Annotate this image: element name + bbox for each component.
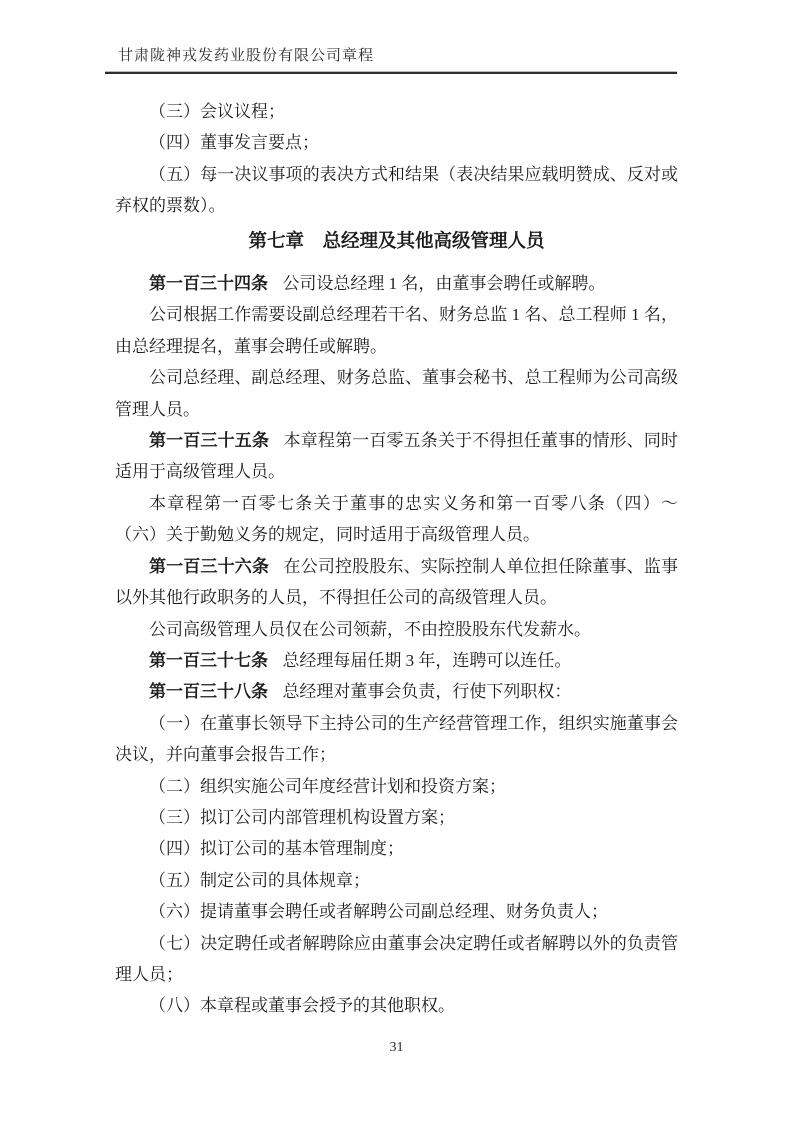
paragraph-text: （三）会议议程； [149,102,285,121]
page-header [105,46,677,74]
paragraph [115,362,678,425]
paragraph [115,928,678,991]
article-paragraph [115,425,678,488]
article-paragraph [115,551,678,614]
paragraph-text: 本章程第一百零五条关于不得担任董事的情形、同时适用于高级管理人员。 [115,431,679,482]
paragraph [115,614,678,645]
paragraph [115,488,678,551]
paragraph-text: 在公司控股股东、实际控制人单位担任除董事、监事以外其他行政职务的人员，不得担任公司的高级管理人员。 [115,556,679,608]
paragraph-text: 公司设总经理 1 名，由董事会聘任或解聘。 [282,274,606,294]
article-paragraph [115,676,678,707]
paragraph-text: 本章程第一百零七条关于董事的忠实义务和第一百零八条（四）～（六）关于勤勉义务的规定，同时适用于高级管理人员。 [115,493,678,545]
paragraph [115,990,678,1021]
header-title: 甘肃陇神戎发药业股份有限公司章程 [118,48,375,64]
paragraph-text: 总经理每届任期 3 年，连聘可以连任。 [282,650,572,670]
paragraph-text: （七）决定聘任或者解聘除应由董事会决定聘任或者解聘以外的负责管理人员； [115,933,678,984]
paragraph-text: 公司总经理、副总经理、财务总监、董事会秘书、总工程师为公司高级管理人员。 [115,368,678,419]
paragraph [115,159,678,222]
paragraph-text: 总经理对董事会负责，行使下列职权： [282,682,572,702]
paragraph-text: （八）本章程或董事会授予的其他职权。 [149,996,455,1016]
page-footer [0,1038,793,1058]
paragraph-text: 公司根据工作需要设副总经理若干名、财务总监 1 名、总工程师 1 名，由总经理提名，董事会聘任或解聘。 [115,305,678,356]
article-paragraph [115,645,678,676]
paragraph [115,896,678,927]
article-number: 第一百三十八条 [149,682,268,702]
paragraph-text: （六）提请董事会聘任或者解聘公司副总经理、财务负责人； [149,902,608,922]
paragraph [115,708,678,771]
paragraph-text: （五）每一决议事项的表决方式和结果（表决结果应载明赞成、反对或弃权的票数）。 [115,164,678,216]
paragraph-text: 公司高级管理人员仅在公司领薪，不由控股股东代发薪水。 [149,619,591,639]
article-number: 第一百三十六条 [149,556,270,576]
paragraph-text: （四）董事发言要点； [149,133,319,153]
article-number: 第一百三十五条 [149,431,270,451]
paragraph-text: （一）在董事长领导下主持公司的生产经营管理工作，组织实施董事会决议，并向董事会报告工作； [115,713,678,765]
header-rule [105,71,677,74]
paragraph [115,771,678,802]
paragraph [115,802,678,833]
chapter-number: 第七章 [248,231,304,252]
page-number: 31 [389,1040,404,1055]
chapter-heading [115,227,678,258]
paragraph-text: （二）组织实施公司年度经营计划和投资方案； [149,776,506,796]
chapter-title: 总经理及其他高级管理人员 [322,231,545,252]
article-number: 第一百三十七条 [149,650,268,670]
paragraph [115,833,678,864]
paragraph [115,865,678,896]
paragraph-text: （四）拟订公司的基本管理制度； [149,839,404,859]
paragraph [115,299,678,362]
paragraph-text: （五）制定公司的具体规章； [149,870,370,890]
paragraph [115,127,678,158]
article-number: 第一百三十四条 [149,274,268,294]
paragraph [115,96,678,127]
document-body [115,96,678,1022]
article-paragraph [115,268,678,299]
paragraph-text: （三）拟订公司内部管理机构设置方案； [149,807,455,827]
